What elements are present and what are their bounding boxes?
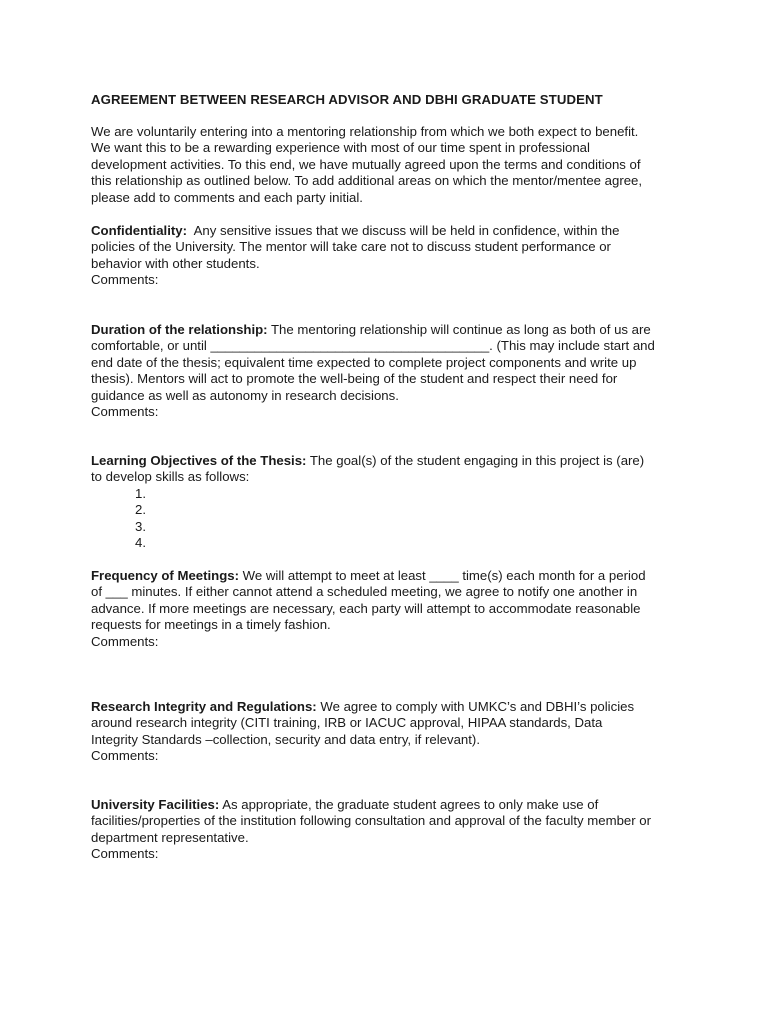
frequency-line: of ___ minutes. If either cannot attend a scheduled meeting, we agree to notify one another in [91,584,638,600]
duration-text: The mentoring relationship will continue as long as both of us are [267,322,651,337]
facilities-comments-label: Comments: [91,846,159,862]
integrity-section [91,699,691,765]
frequency-heading: Frequency of Meetings: [91,568,240,583]
integrity-text: We agree to comply with UMKC’s and DBHI’s policies [316,699,635,714]
integrity-line: Integrity Standards –collection, security and data entry, if relevant). [91,731,480,747]
intro-line: We want this to be a rewarding experience with most of our time spent in professional [91,140,590,156]
document-title: AGREEMENT BETWEEN RESEARCH ADVISOR AND DBHI GRADUATE STUDENT [91,92,603,107]
duration-line: thesis). Mentors will act to promote the well-being of the student and respect their need for [91,371,618,387]
learning-heading: Learning Objectives of the Thesis: [91,453,307,468]
confidentiality-heading: Confidentiality: [91,223,187,238]
intro-line: this relationship as outlined below. To add additional areas on which the mentor/mentee agree, [91,173,643,189]
learning-text: The goal(s) of the student engaging in this project is (are) [306,453,645,468]
frequency-line: advance. If more meetings are necessary, each party will attempt to accommodate reasonable [91,600,641,616]
confidentiality-section [91,223,691,289]
integrity-comments-label: Comments: [91,748,159,764]
integrity-first-line [91,699,691,715]
intro-line: please add to comments and each party initial. [91,189,363,205]
duration-first-line [91,322,691,338]
frequency-section [91,568,691,650]
duration-heading: Duration of the relationship: [91,322,268,337]
learning-line: to develop skills as follows: [91,469,250,485]
confidentiality-text: Any sensitive issues that we discuss will be held in confidence, within the [186,223,620,238]
list-item: 1. [135,485,146,501]
frequency-line: requests for meetings in a timely fashion. [91,617,331,633]
list-item: 3. [135,518,146,534]
facilities-heading: University Facilities: [91,797,220,812]
frequency-first-line [91,568,691,584]
learning-first-line [91,453,691,469]
facilities-section [91,797,691,863]
duration-comments-label: Comments: [91,404,159,420]
confidentiality-line: policies of the University. The mentor will take care not to discuss student performance or [91,239,611,255]
confidentiality-line: behavior with other students. [91,255,260,271]
integrity-heading: Research Integrity and Regulations: [91,699,317,714]
learning-objectives-section [91,453,691,551]
objectives-list [91,486,691,552]
integrity-line: around research integrity (CITI training, IRB or IACUC approval, HIPAA standards, Data [91,715,603,731]
duration-line: comfortable, or until ______________________________________. (This may include start and [91,338,655,354]
duration-line: end date of the thesis; equivalent time expected to complete project components and write up [91,354,637,370]
document-body [91,92,691,862]
frequency-comments-label: Comments: [91,633,159,649]
confidentiality-first-line [91,223,691,239]
facilities-line: department representative. [91,829,249,845]
intro-paragraph [91,124,691,206]
duration-section [91,322,691,420]
facilities-first-line [91,797,691,813]
list-item: 2. [135,502,146,518]
intro-line: development activities. To this end, we have mutually agreed upon the terms and conditions of [91,156,641,172]
confidentiality-comments-label: Comments: [91,272,159,288]
facilities-line: facilities/properties of the institution following consultation and approval of the faculty member or [91,813,652,829]
intro-line: We are voluntarily entering into a mentoring relationship from which we both expect to benefit. [91,124,639,139]
list-item: 4. [135,534,146,550]
duration-line: guidance as well as autonomy in research decisions. [91,387,399,403]
frequency-text: We will attempt to meet at least ____ time(s) each month for a period [239,568,646,583]
facilities-text: As appropriate, the graduate student agrees to only make use of [219,797,599,812]
